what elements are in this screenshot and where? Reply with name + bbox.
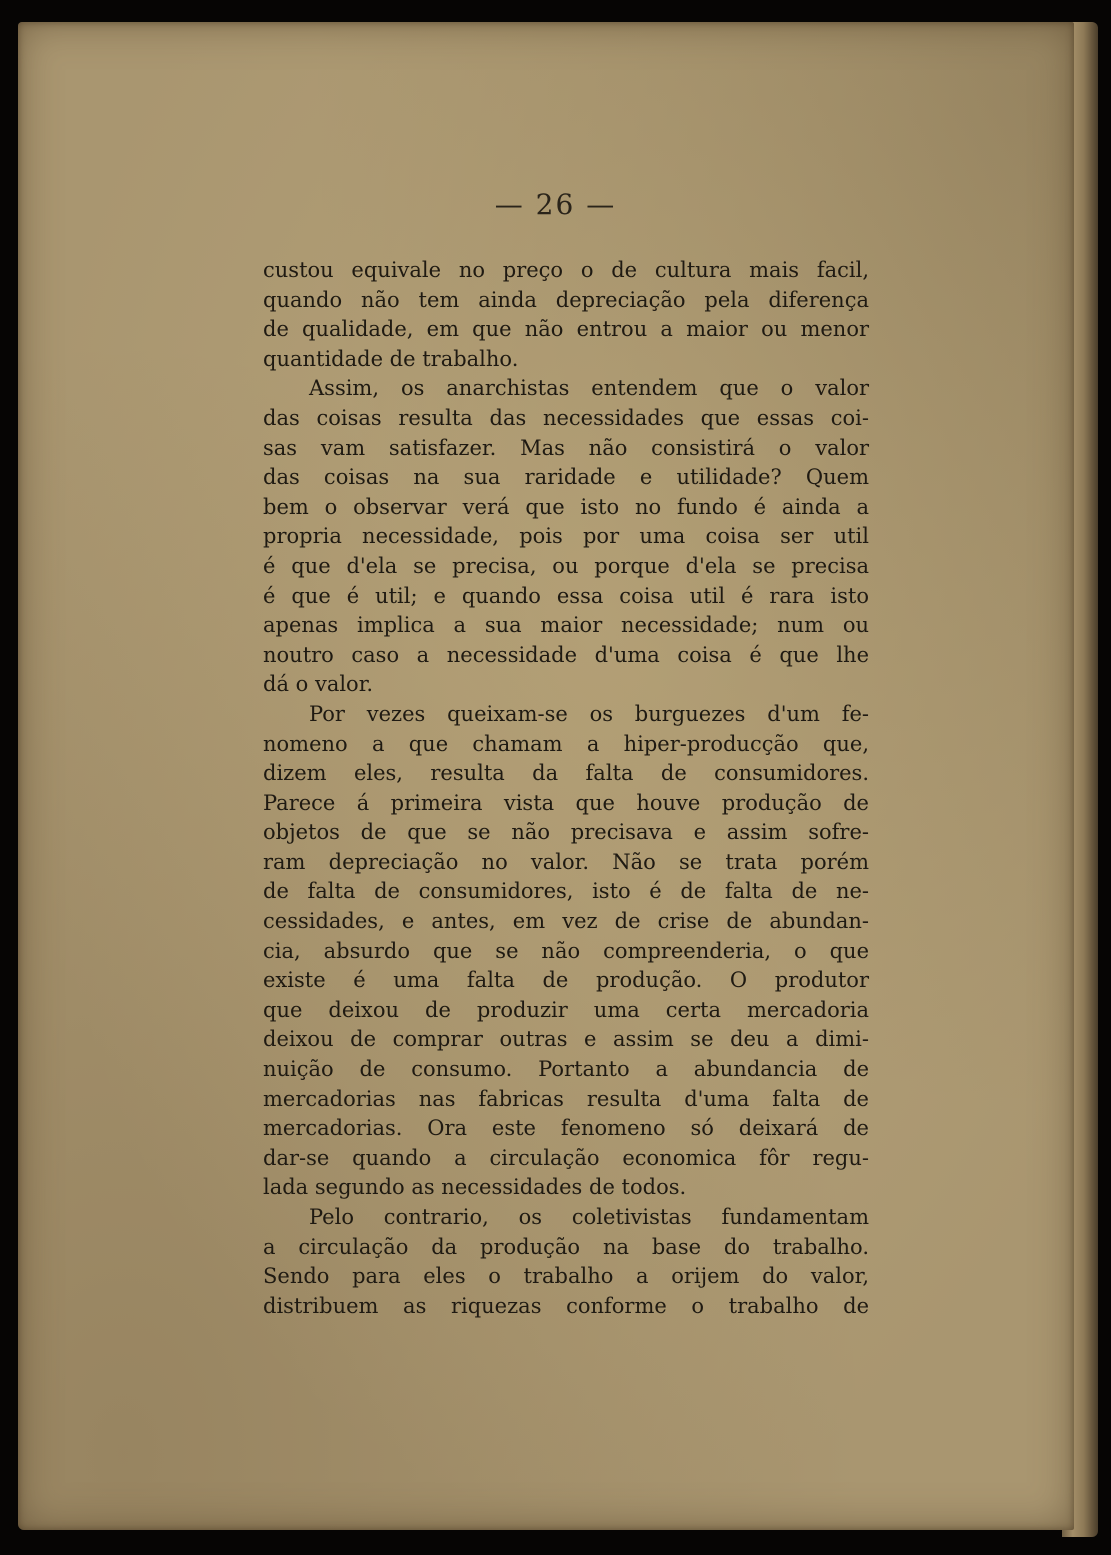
text-line: Assim, os anarchistas entendem que o valor <box>309 376 869 401</box>
text-line: dá o valor. <box>263 672 374 697</box>
text-line: quando não tem ainda depreciação pela diferença <box>263 287 869 312</box>
text-line: dizem eles, resulta da falta de consumidores. <box>263 761 869 786</box>
text-line: nuição de consumo. Portanto a abundancia de <box>263 1057 869 1082</box>
text-line: propria necessidade, pois por uma coisa ser util <box>263 524 869 549</box>
text-line: é que d'ela se precisa, ou porque d'ela se precisa <box>263 553 869 578</box>
text-line: de falta de consumidores, isto é de falta de ne- <box>263 879 869 904</box>
text-line: sas vam satisfazer. Mas não consistirá o valor <box>263 435 869 460</box>
text-line: das coisas na sua raridade e utilidade? Quem <box>263 465 869 490</box>
text-line: cia, absurdo que se não compreenderia, o que <box>263 938 869 963</box>
text-line: mercadorias. Ora este fenomeno só deixará de <box>263 1116 869 1141</box>
text-line: que deixou de produzir uma certa mercadoria <box>263 997 869 1022</box>
text-line: lada segundo as necessidades de todos. <box>263 1175 687 1200</box>
text-line: de qualidade, em que não entrou a maior ou menor <box>263 317 869 342</box>
text-line: noutro caso a necessidade d'uma coisa é que lhe <box>263 642 869 667</box>
text-line: das coisas resulta das necessidades que essas coi- <box>263 405 869 430</box>
body-text <box>263 256 869 1321</box>
text-line: quantidade de trabalho. <box>263 346 519 371</box>
text-line: Sendo para eles o trabalho a orijem do valor, <box>263 1264 869 1289</box>
text-line: dar-se quando a circulação economica fôr regu- <box>263 1145 869 1170</box>
text-line: bem o observar verá que isto no fundo é ainda a <box>263 494 869 519</box>
text-line: apenas implica a sua maior necessidade; num ou <box>263 613 869 638</box>
text-line: objetos de que se não precisava e assim sofre- <box>263 820 869 845</box>
text-line: Pelo contrario, os coletivistas fundamentam <box>309 1205 869 1229</box>
text-line: distribuem as riquezas conforme o trabalho de <box>263 1293 869 1318</box>
text-line: existe é uma falta de produção. O produtor <box>263 968 869 993</box>
text-line: nomeno a que chamam a hiper-producção que, <box>263 731 869 756</box>
text-line: cessidades, e antes, em vez de crise de abundan- <box>263 909 869 934</box>
text-line: ram depreciação no valor. Não se trata porém <box>263 849 869 874</box>
text-line: mercadorias nas fabricas resulta d'uma falta de <box>263 1086 869 1111</box>
text-line: é que é util; e quando essa coisa util é rara isto <box>263 583 869 608</box>
text-line: deixou de comprar outras e assim se deu a dimi- <box>263 1027 869 1052</box>
text-line: custou equivale no preço o de cultura mais facil, <box>263 258 869 282</box>
page-number: — 26 — <box>494 188 617 221</box>
text-line: a circulação da produção na base do trabalho. <box>263 1234 869 1259</box>
text-line: Por vezes queixam-se os burguezes d'um fe- <box>309 701 869 726</box>
text-line: Parece á primeira vista que houve produção de <box>263 790 869 815</box>
